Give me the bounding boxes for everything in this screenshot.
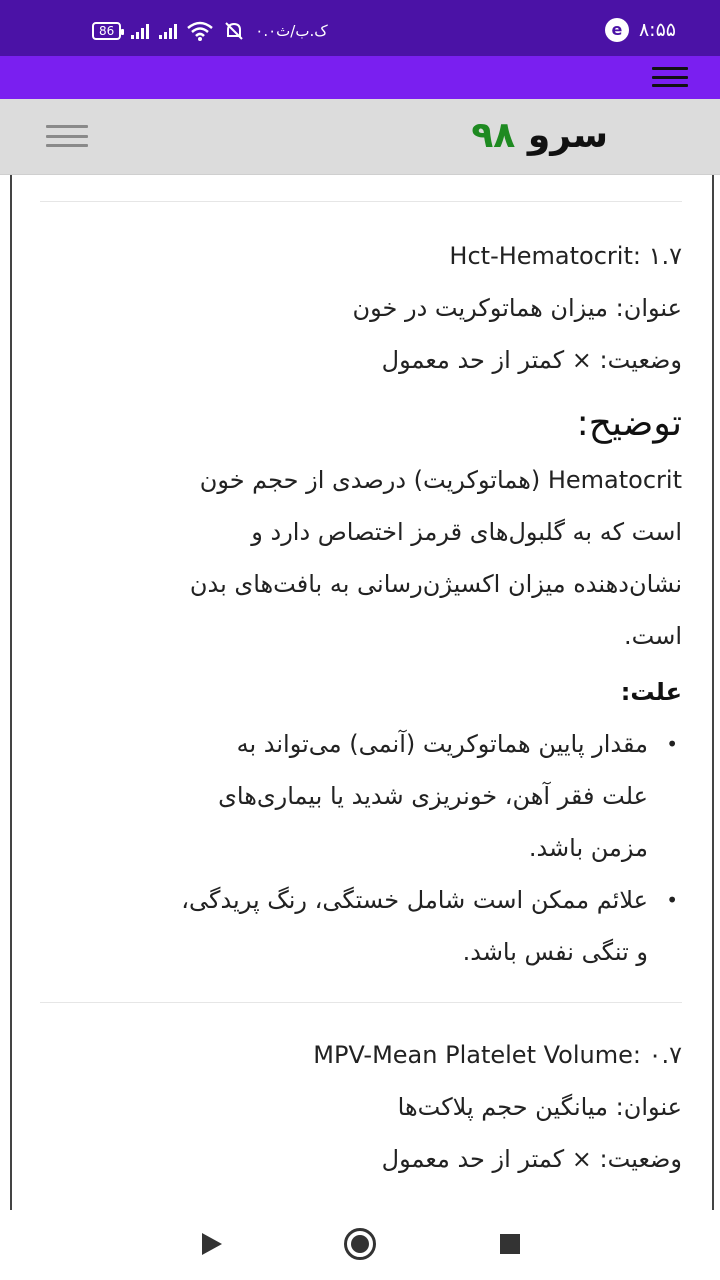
app-bar bbox=[0, 56, 720, 99]
signal-icon bbox=[159, 23, 177, 39]
logo-word: سرو bbox=[527, 115, 608, 156]
cause-list-item bbox=[40, 874, 682, 978]
description-line: Hematocrit (هماتوکریت) درصدی از حجم خون bbox=[199, 466, 682, 494]
cause-list bbox=[40, 718, 682, 978]
result-status: وضعیت: × کمتر از حد معمول bbox=[381, 1145, 682, 1173]
cause-line: و تنگی نفس باشد. bbox=[462, 938, 648, 966]
site-logo[interactable] bbox=[471, 115, 608, 156]
bullet-icon: • bbox=[666, 888, 678, 912]
home-icon[interactable] bbox=[344, 1228, 376, 1260]
signal-icon bbox=[131, 23, 149, 39]
logo-number: ۹۸ bbox=[471, 115, 516, 156]
result-item-mpv bbox=[40, 1029, 682, 1185]
status-left-group bbox=[92, 20, 328, 42]
system-nav-bar bbox=[0, 1210, 720, 1280]
app-menu-icon[interactable] bbox=[652, 67, 688, 87]
description-line: نشان‌دهنده میزان اکسیژن‌رسانی به بافت‌های بدن bbox=[189, 570, 682, 598]
cause-line: علائم ممکن است شامل خستگی، رنگ پریدگی، bbox=[181, 886, 648, 914]
result-item-hct bbox=[40, 230, 682, 978]
result-title: MPV-Mean Platelet Volume: ۰.۷ bbox=[313, 1041, 682, 1069]
hamburger-menu-icon[interactable] bbox=[46, 125, 88, 147]
site-header bbox=[0, 99, 720, 175]
cause-line: علت فقر آهن، خونریزی شدید یا بیماری‌های bbox=[218, 782, 648, 810]
network-speed: ۰.۰ک.ب/ث bbox=[255, 22, 328, 40]
result-label: عنوان: میزان هماتوکریت در خون bbox=[352, 294, 682, 322]
cause-line: مقدار پایین هماتوکریت (آنمی) می‌تواند به bbox=[236, 730, 648, 758]
wifi-icon bbox=[187, 21, 213, 41]
cause-heading: علت: bbox=[620, 678, 682, 706]
back-icon[interactable] bbox=[202, 1233, 222, 1255]
divider bbox=[40, 1002, 682, 1003]
result-status: وضعیت: × کمتر از حد معمول bbox=[381, 346, 682, 374]
app-e-icon: e bbox=[605, 18, 629, 42]
cause-list-item bbox=[40, 718, 682, 874]
content-area bbox=[10, 175, 714, 1210]
divider bbox=[40, 201, 682, 202]
recent-apps-icon[interactable] bbox=[500, 1234, 520, 1254]
result-label: عنوان: میانگین حجم پلاکت‌ها bbox=[397, 1093, 682, 1121]
mute-icon bbox=[223, 20, 245, 42]
battery-icon: 86 bbox=[92, 22, 121, 40]
result-title: Hct-Hematocrit: ۱.۷ bbox=[449, 242, 682, 270]
content-inner bbox=[40, 175, 682, 1185]
bullet-icon: • bbox=[666, 732, 678, 756]
status-bar bbox=[0, 0, 720, 56]
status-right-group bbox=[605, 18, 676, 42]
description-line: است که به گلبول‌های قرمز اختصاص دارد و bbox=[251, 518, 682, 546]
clock: ۸:۵۵ bbox=[638, 19, 676, 41]
cause-line: مزمن باشد. bbox=[528, 834, 648, 862]
description-line: است. bbox=[624, 622, 682, 650]
description-heading: توضیح: bbox=[576, 403, 682, 444]
